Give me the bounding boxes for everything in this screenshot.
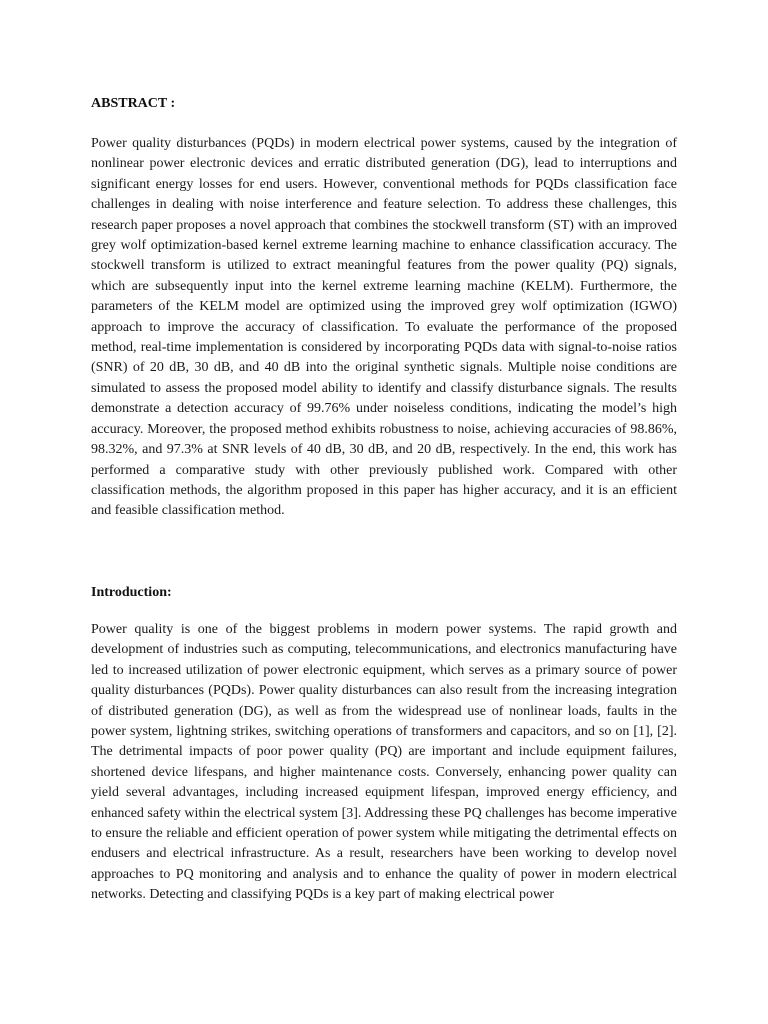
abstract-heading: ABSTRACT : [91,96,176,111]
abstract-section [91,95,677,522]
introduction-paragraph: Power quality is one of the biggest problems in modern power systems. The rapid growth and development of industries such as computing, telecommunications, and electronics manufacturing have led to increased utilization of power electronic equipment, which serves as a primary source of power quality disturbances (PQDs). Power quality disturbances can also result from the increasing integration of distributed generation (DG), as well as from the widespread use of nonlinear loads, faults in the power system, lightning strikes, switching operations of transformers and capacitors, and so on [1], [2]. The detrimental impacts of poor power quality (PQ) are important and include equipment failures, shortened device lifespans, and higher maintenance costs. Conversely, enhancing power quality can yield several advantages, including increased equipment lifespan, improved energy efficiency, and enhanced safety within the electrical system [3]. Addressing these PQ challenges has become imperative to ensure the reliable and efficient operation of power system while mitigating the detrimental effects on endusers and electrical infrastructure. As a result, researchers have been working to develop novel approaches to PQ monitoring and analysis and to enhance the quality of power in modern electrical networks. Detecting and classifying PQDs is a key part of making electrical power [91,622,677,903]
introduction-heading: Introduction: [91,585,172,600]
abstract-paragraph: Power quality disturbances (PQDs) in modern electrical power systems, caused by the integration of nonlinear power electronic devices and erratic distributed generation (DG), lead to interruptions and significant energy losses for end users. However, conventional methods for PQDs classification face challenges in dealing with noise interference and feature selection. To address these challenges, this research paper proposes a novel approach that combines the stockwell transform (ST) with an improved grey wolf optimization-based kernel extreme learning machine to enhance classification accuracy. The stockwell transform is utilized to extract meaningful features from the power quality (PQ) signals, which are subsequently input into the kernel extreme learning machine (KELM). Furthermore, the parameters of the KELM model are optimized using the improved grey wolf optimization (IGWO) approach to improve the accuracy of classification. To evaluate the performance of the proposed method, real-time implementation is considered by incorporating PQDs data with signal-to-noise ratios (SNR) of 20 dB, 30 dB, and 40 dB into the original synthetic signals. Multiple noise conditions are simulated to assess the proposed model ability to identify and classify disturbance signals. The results demonstrate a detection accuracy of 99.76% under noiseless conditions, indicating the model’s high accuracy. Moreover, the proposed method exhibits robustness to noise, achieving accuracies of 98.86%, 98.32%, and 97.3% at SNR levels of 40 dB, 30 dB, and 20 dB, respectively. In the end, this work has performed a comparative study with other previously published work. Compared with other classification methods, the algorithm proposed in this paper has higher accuracy, and it is an efficient and feasible classification method. [91,136,677,519]
introduction-section [91,584,677,906]
